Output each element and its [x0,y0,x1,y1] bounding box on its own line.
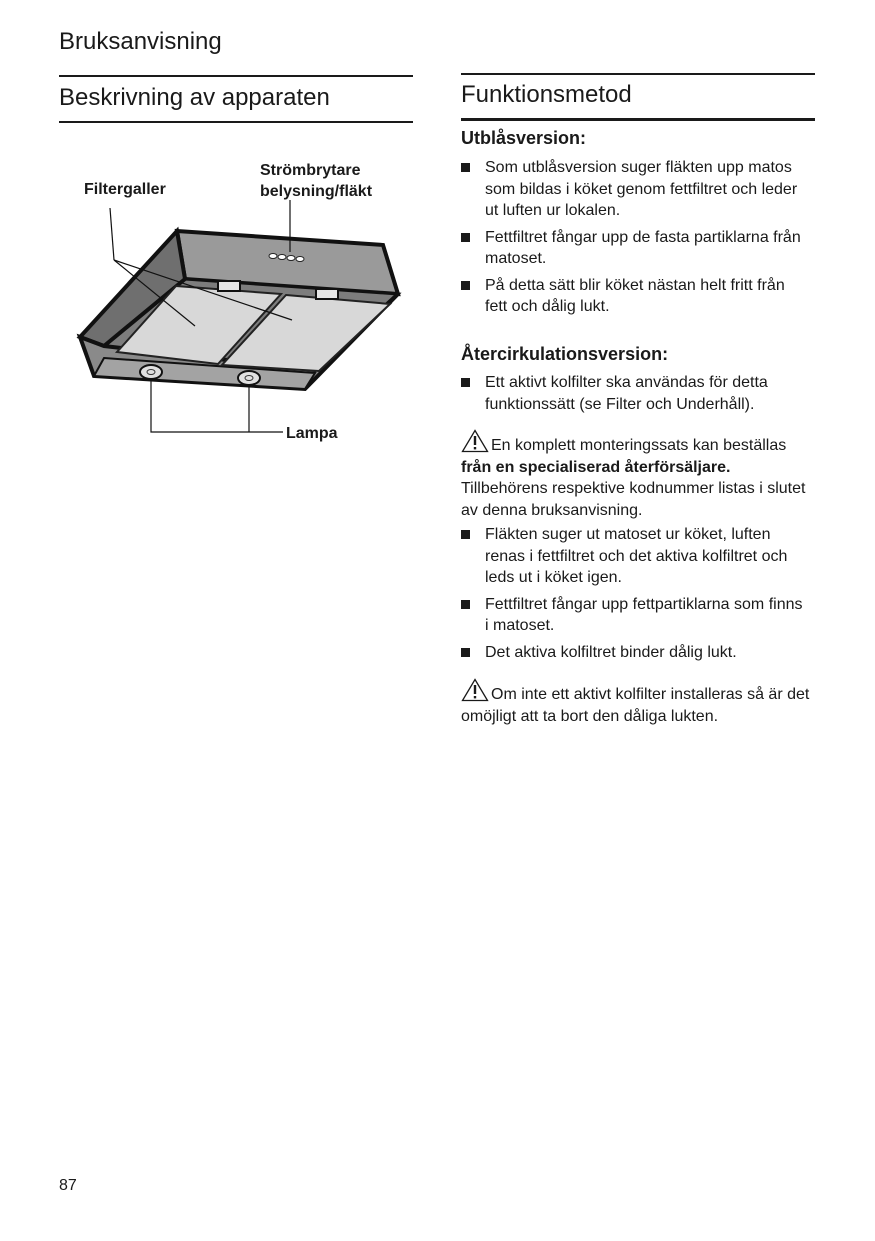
list-item-text: Fettfiltret fångar upp de fasta partiklarna från matoset. [485,228,801,267]
lamp-right [238,371,260,385]
warning-triangle-icon [461,678,489,702]
note1-suffix: Tillbehörens respektive kodnummer listas i slutet av denna bruksanvisning. [461,480,806,519]
bullet-icon [461,233,470,242]
utblas-list [461,157,806,318]
atercirkulation-list-b [461,524,806,663]
right-heading-top-rule [461,73,815,75]
hood-diagram [60,200,410,440]
list-item-text: Ett aktivt kolfilter ska användas för detta funktionssätt (se Filter och Underhåll). [485,374,768,413]
list-item [461,157,806,222]
filter-handle-left [218,281,240,291]
label-lampa: Lampa [286,425,338,442]
warning-note-1 [461,429,811,521]
label-filtergaller: Filtergaller [84,181,166,198]
label-switch-line2: belysning/fläkt [260,183,373,200]
right-section-heading: Funktionsmetod [461,81,632,108]
lamp-left [140,365,162,379]
list-item-text: Det aktiva kolfiltret binder dålig lukt. [485,643,737,661]
subheading-utblasversion: Utblåsversion: [461,128,587,148]
left-heading-top-rule [59,75,413,77]
list-item [461,524,806,589]
right-heading-bottom-rule [461,118,815,121]
list-item [461,275,806,318]
bullet-icon [461,163,470,172]
list-item [461,642,806,664]
subheading-atercirkulation: Återcirkulationsversion: [461,344,669,364]
note1-prefix: En komplett monteringssats kan beställas [491,437,787,454]
list-item-text: Fläkten suger ut matoset ur köket, luften renas i fettfiltret och det aktiva kolfiltret och leds ut i köket igen. [485,526,788,586]
list-item [461,227,806,270]
left-section-heading: Beskrivning av apparaten [59,84,330,111]
bullet-icon [461,648,470,657]
list-item-text: På detta sätt blir köket nästan helt fritt från fett och dålig lukt. [485,276,785,315]
page-number: 87 [59,1177,77,1194]
label-switch-line1: Strömbrytare [260,162,361,179]
bullet-icon [461,530,470,539]
warning-triangle-icon [461,429,489,453]
list-item [461,372,806,415]
list-item [461,594,806,637]
list-item-text: Fettfiltret fångar upp fettpartiklarna som finns i matoset. [485,595,803,634]
left-heading-bottom-rule [59,121,413,123]
atercirkulation-list-a [461,372,806,415]
document-title: Bruksanvisning [59,28,222,55]
bullet-icon [461,281,470,290]
filter-handle-right [316,289,338,299]
note2-text: Om inte ett aktivt kolfilter installeras så är det omöjligt att ta bort den dåliga lukten. [461,686,810,725]
warning-note-2 [461,678,811,727]
note1-bold: från en specialiserad återförsäljare. [461,458,731,476]
bullet-icon [461,600,470,609]
list-item-text: Som utblåsversion suger fläkten upp matos som bildas i köket genom fettfiltret och leder ut luften ur lokalen. [485,159,798,219]
bullet-icon [461,378,470,387]
